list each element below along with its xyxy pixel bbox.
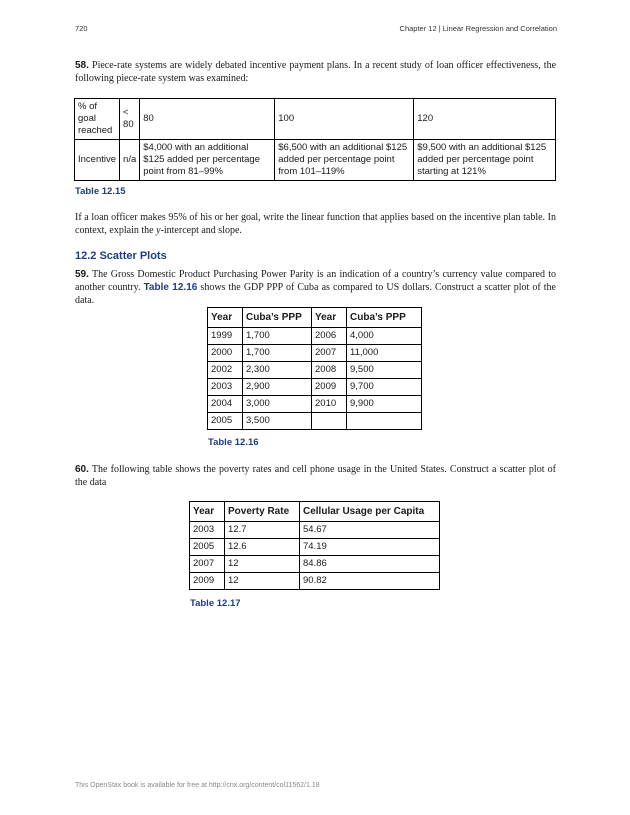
table-cell: 54.67 <box>300 522 440 539</box>
table-row <box>190 573 440 590</box>
followup-text-2: -intercept and slope. <box>160 225 242 236</box>
table-header-row <box>208 308 422 328</box>
table-cell: 100 <box>275 99 414 140</box>
table-cell: 90.82 <box>300 573 440 590</box>
column-header: Poverty Rate <box>225 502 300 522</box>
section-title: 12.2 Scatter Plots <box>75 250 167 262</box>
table-cell: 3,000 <box>243 396 312 413</box>
problem-60 <box>75 463 556 489</box>
table-cell: 2005 <box>208 413 243 430</box>
table-row <box>75 99 556 140</box>
column-header: Year <box>208 308 243 328</box>
table-cell: 2010 <box>312 396 347 413</box>
table-cell: 2002 <box>208 362 243 379</box>
table-12-16-caption: Table 12.16 <box>208 437 259 448</box>
table-cell: 1,700 <box>243 328 312 345</box>
table-cell: 2007 <box>190 556 225 573</box>
table-cell: 12.6 <box>225 539 300 556</box>
column-header: Year <box>190 502 225 522</box>
problem-58 <box>75 59 556 85</box>
table-cell <box>312 413 347 430</box>
table-cell: 1,700 <box>243 345 312 362</box>
table-row <box>75 140 556 181</box>
table-cell: 2007 <box>312 345 347 362</box>
column-header: Cuba’s PPP <box>243 308 312 328</box>
table-cell: 2000 <box>208 345 243 362</box>
chapter-title: Chapter 12 | Linear Regression and Correlation <box>399 24 557 33</box>
table-row <box>208 413 422 430</box>
problem-58-text: Piece-rate systems are widely debated incentive payment plans. In a recent study of loan officer effectiveness, the following piece-rate system was examined: <box>75 60 557 84</box>
table-cell: 2009 <box>190 573 225 590</box>
column-header: Cuba’s PPP <box>347 308 422 328</box>
followup-text-1: If a loan officer makes 95% of his or her goal, write the linear function that applies based on the incentive plan table. In context, explain the <box>75 212 556 236</box>
table-cell: 3,500 <box>243 413 312 430</box>
table-row <box>208 362 422 379</box>
table-cell: < 80 <box>120 99 140 140</box>
table-cell: Incentive <box>75 140 120 181</box>
footer-note: This OpenStax book is available for free at http://cnx.org/content/col11562/1.18 <box>75 782 320 789</box>
table-cell: 2008 <box>312 362 347 379</box>
table-cell: 9,900 <box>347 396 422 413</box>
table-cell: n/a <box>120 140 140 181</box>
column-header: Year <box>312 308 347 328</box>
table-cell: 2,900 <box>243 379 312 396</box>
table-cell: 12.7 <box>225 522 300 539</box>
table-cell: 2003 <box>190 522 225 539</box>
column-header: Cellular Usage per Capita <box>300 502 440 522</box>
table-row <box>190 522 440 539</box>
table-cell: 74.19 <box>300 539 440 556</box>
table-cell: 84.86 <box>300 556 440 573</box>
table-cell: 120 <box>414 99 556 140</box>
table-cell: $6,500 with an additional $125 added per percentage point from 101–119% <box>275 140 414 181</box>
problem-58-followup <box>75 211 556 237</box>
table-cell: 4,000 <box>347 328 422 345</box>
table-cell: 2005 <box>190 539 225 556</box>
problem-59-text-2: shows the GDP PPP of Cuba as compared to US dollars. Construct a scatter plot of the data. <box>75 282 556 306</box>
table-cell: 1999 <box>208 328 243 345</box>
table-row <box>208 328 422 345</box>
problem-59-number: 59. <box>75 269 89 280</box>
table-cell: 80 <box>140 99 275 140</box>
table-12-15-caption: Table 12.15 <box>75 186 126 197</box>
table-cell: 2009 <box>312 379 347 396</box>
table-row <box>190 556 440 573</box>
table-12-16-link[interactable]: Table 12.16 <box>143 282 198 293</box>
page-number: 720 <box>75 24 88 33</box>
table-12-17 <box>189 501 440 590</box>
table-cell: 9,500 <box>347 362 422 379</box>
problem-59-text-1: The Gross Domestic Product Purchasing Power Parity is an indication of a country’s currency value compared to another country. <box>75 269 557 293</box>
table-cell: 12 <box>225 573 300 590</box>
table-cell: 2004 <box>208 396 243 413</box>
table-cell <box>347 413 422 430</box>
table-cell: 2,300 <box>243 362 312 379</box>
table-12-15 <box>74 98 556 181</box>
table-cell: 9,700 <box>347 379 422 396</box>
followup-y-variable: y <box>156 225 161 236</box>
table-12-16 <box>207 307 422 430</box>
table-cell: $9,500 with an additional $125 added per percentage point starting at 121% <box>414 140 556 181</box>
problem-58-number: 58. <box>75 60 89 71</box>
problem-60-text: The following table shows the poverty rates and cell phone usage in the United States. Construct a scatter plot of the data <box>75 464 556 488</box>
table-cell: $4,000 with an additional $125 added per percentage point from 81–99% <box>140 140 275 181</box>
table-cell: 2006 <box>312 328 347 345</box>
problem-59 <box>75 268 556 307</box>
table-row <box>208 379 422 396</box>
problem-60-number: 60. <box>75 464 89 475</box>
table-row <box>190 539 440 556</box>
table-header-row <box>190 502 440 522</box>
table-12-17-caption: Table 12.17 <box>190 598 241 609</box>
table-cell: 2003 <box>208 379 243 396</box>
table-row <box>208 396 422 413</box>
table-cell: 12 <box>225 556 300 573</box>
table-row <box>208 345 422 362</box>
table-cell: 11,000 <box>347 345 422 362</box>
table-cell: % of goal reached <box>75 99 120 140</box>
